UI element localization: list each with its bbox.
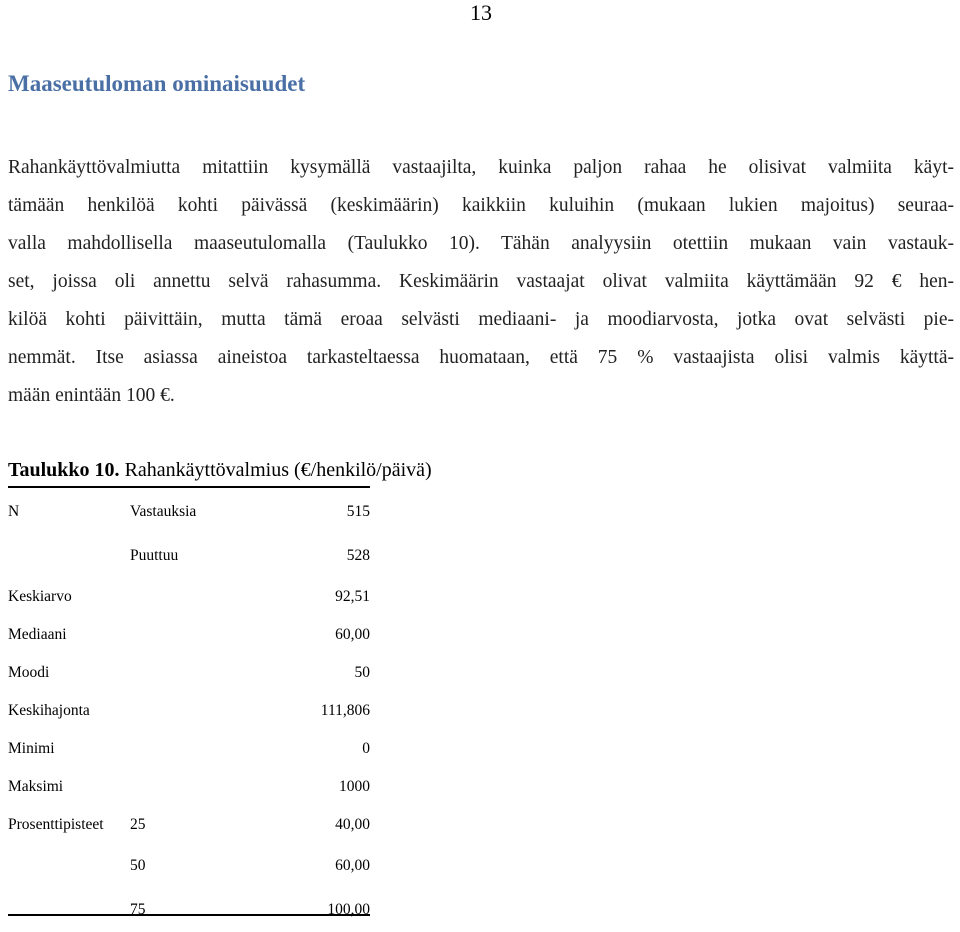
row-value: 100,00 (327, 901, 370, 918)
row-label: N (8, 503, 20, 520)
row-label (8, 888, 130, 932)
row-value: 92,51 (335, 588, 370, 605)
table-row (8, 692, 370, 730)
row-sublabel (130, 730, 250, 768)
row-sublabel: 75 (130, 901, 146, 918)
row-sublabel (130, 654, 250, 692)
table-bottom-rule (8, 914, 370, 916)
row-label: Keskihajonta (8, 702, 90, 719)
section-heading: Maaseutuloman ominaisuudet (8, 71, 306, 96)
row-sublabel: 50 (130, 857, 146, 874)
row-value: 111,806 (320, 702, 370, 719)
paragraph-line: kilöä kohti päivittäin, mutta tämä eroaa selvästi mediaani- ja moodiarvosta, jotka ovat selvästi pie- (8, 309, 954, 330)
row-sublabel: Vastauksia (130, 503, 197, 520)
row-label: Moodi (8, 664, 50, 681)
table-row (8, 534, 370, 578)
page-number: 13 (470, 0, 492, 25)
row-label: Maksimi (8, 778, 64, 795)
row-value: 0 (362, 740, 370, 757)
table-row (8, 844, 370, 888)
statistics-table (8, 490, 370, 932)
paragraph-line: mään enintään 100 €. (8, 385, 175, 406)
table-title: Rahankäyttövalmius (€/henkilö/päivä) (124, 459, 432, 481)
row-sublabel (130, 578, 250, 616)
paragraph-line: set, joissa oli annettu selvä rahasumma. Keskimäärin vastaajat olivat valmiita käyttämään 92 € hen- (8, 271, 954, 292)
row-sublabel (130, 768, 250, 806)
body-paragraph (8, 149, 954, 415)
table-top-rule (8, 486, 370, 488)
table-label: Taulukko 10. (8, 459, 120, 481)
row-value: 60,00 (335, 626, 370, 643)
paragraph-line: Rahankäyttövalmiutta mitattiin kysymällä vastaajilta, kuinka paljon rahaa he olisivat valmiita käyt- (8, 157, 954, 178)
row-value: 528 (346, 547, 370, 564)
row-value: 60,00 (335, 857, 370, 874)
table-caption (8, 456, 432, 484)
table-row (8, 616, 370, 654)
row-sublabel (130, 616, 250, 654)
table-row (8, 768, 370, 806)
row-label (8, 844, 130, 888)
table-row (8, 888, 370, 932)
row-value: 50 (354, 664, 370, 681)
row-value: 515 (346, 503, 370, 520)
row-label: Prosenttipisteet (8, 816, 104, 833)
paragraph-line: nemmät. Itse asiassa aineistoa tarkasteltaessa huomataan, että 75 % vastaajista olisi valmis käyttä- (8, 347, 954, 368)
row-label: Mediaani (8, 626, 67, 643)
table-row (8, 730, 370, 768)
table-row (8, 578, 370, 616)
paragraph-line: tämään henkilöä kohti päivässä (keskimäärin) kaikkiin kuluihin (mukaan lukien majoitus) seuraa- (8, 195, 954, 216)
table-row (8, 806, 370, 844)
row-value: 40,00 (335, 816, 370, 833)
row-sublabel: 25 (130, 816, 146, 833)
row-sublabel: Puuttuu (130, 547, 179, 564)
table-row (8, 654, 370, 692)
table-row (8, 490, 370, 534)
row-label (8, 534, 130, 578)
row-label: Keskiarvo (8, 588, 72, 605)
paragraph-line: valla mahdollisella maaseutulomalla (Taulukko 10). Tähän analyysiin otettiin mukaan vain vastauk- (8, 233, 954, 254)
row-value: 1000 (339, 778, 370, 795)
row-label: Minimi (8, 740, 55, 757)
row-sublabel (130, 692, 250, 730)
